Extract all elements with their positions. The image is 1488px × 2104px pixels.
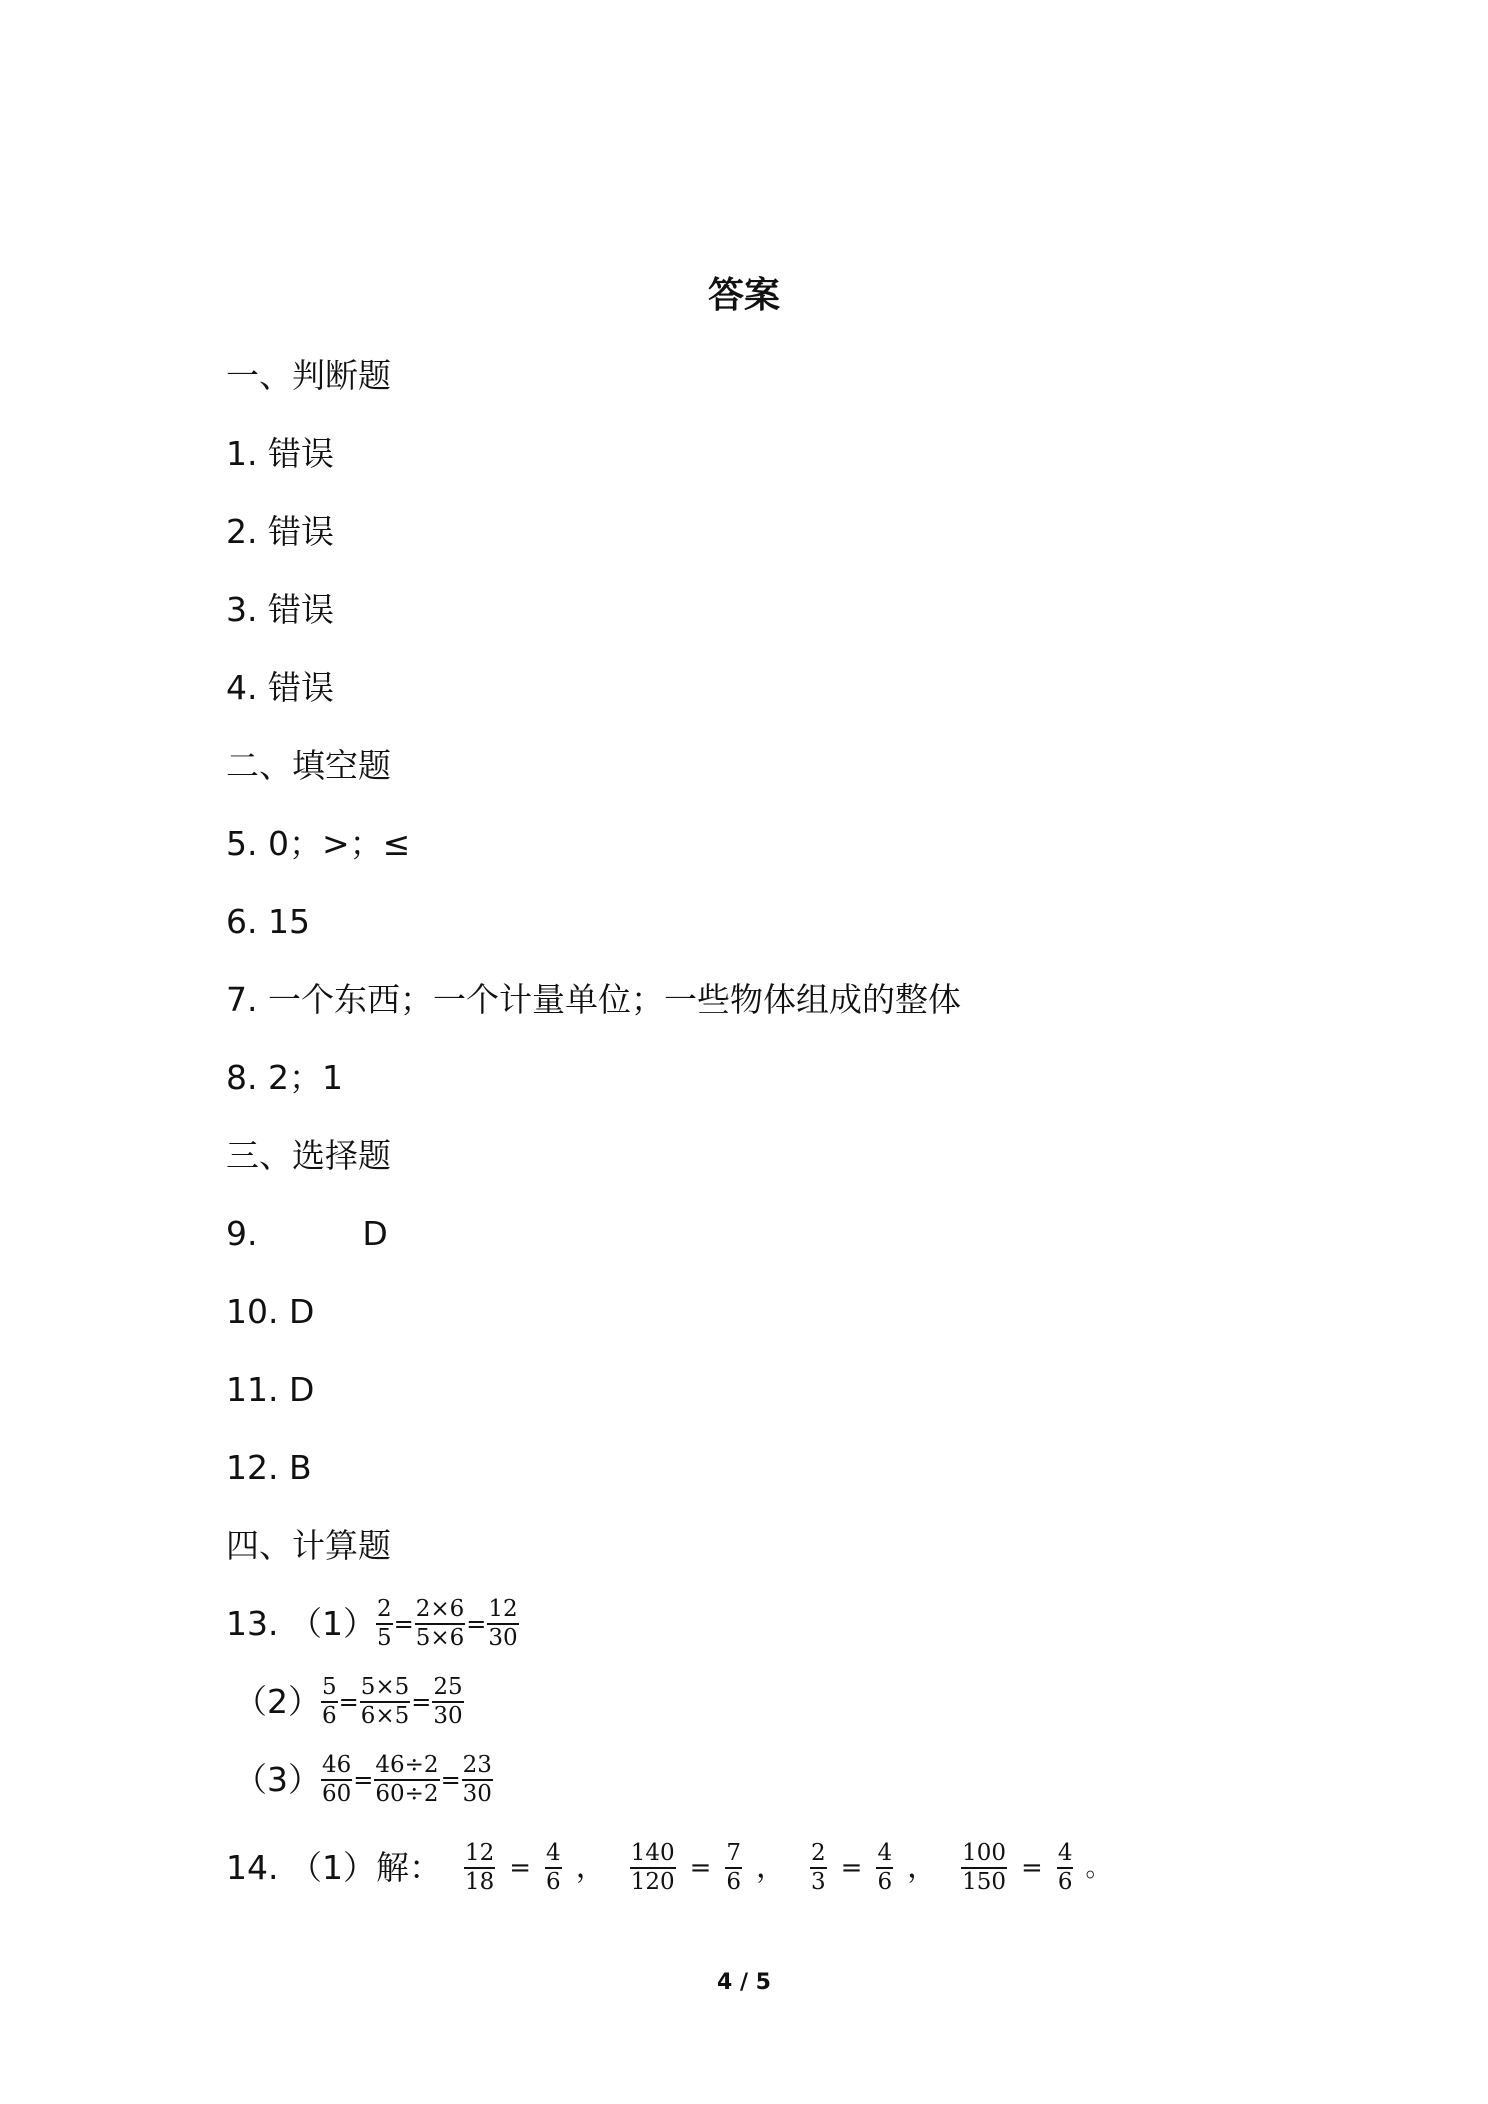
comma: ， [756,1850,787,1885]
section-heading-choice: 三、选择题 [226,1136,391,1175]
section-heading-calculation: 四、计算题 [226,1526,391,1565]
fraction: $\frac{2}{5}$ [376,1596,392,1651]
answer-13-part-1: 13. （1） $\frac{2}{5}$ = $\frac{2\times 6}{5\times 6}$ = $\frac{12}{30}$ [226,1596,518,1651]
answer-14-prefix: 14. （1）解： [226,1848,442,1887]
answer-6: 6. 15 [226,902,310,941]
answer-5: 5. 0；>；≤ [226,824,411,863]
fraction: $\frac{4}{6}$ [877,1840,893,1895]
section-heading-fill-in: 二、填空题 [226,746,391,785]
fraction: $\frac{2}{3}$ [811,1840,826,1895]
answer-7: 7. 一个东西；一个计量单位；一些物体组成的整体 [226,980,961,1019]
part-label: （3） [234,1760,321,1799]
fraction: $\frac{5}{6}$ [322,1674,337,1729]
fraction: $\frac{4}{6}$ [1057,1840,1073,1895]
answer-4: 4. 错误 [226,668,334,707]
answer-2: 2. 错误 [226,512,334,551]
fraction: $\frac{140}{120}$ [630,1840,675,1895]
answer-8: 8. 2；1 [226,1058,343,1097]
fraction: $\frac{23}{30}$ [462,1752,492,1807]
fraction: $\frac{7}{6}$ [726,1840,742,1895]
answer-9: 9. D [226,1214,388,1253]
fraction: $\frac{46}{60}$ [322,1752,352,1807]
fraction: $\frac{5\times 5}{6\times 5}$ [360,1674,410,1729]
comma: ， [575,1850,606,1885]
page-number: 4 / 5 [717,1970,771,1995]
fraction: $\frac{25}{30}$ [433,1674,463,1729]
answer-13-part-3: （3） $\frac{46}{60}$ = $\frac{46\div 2}{60\div 2}$ = $\frac{23}{30}$ [234,1752,492,1807]
fraction: $\frac{4}{6}$ [546,1840,561,1895]
period: 。 [1085,1853,1112,1883]
fraction: $\frac{12}{18}$ [464,1840,495,1895]
answer-11: 11. D [226,1370,315,1409]
section-heading-judgement: 一、判断题 [226,356,391,395]
answer-13-prefix: 13. （1） [226,1604,376,1643]
fraction: $\frac{46\div 2}{60\div 2}$ [375,1752,439,1807]
answer-10: 10. D [226,1292,315,1331]
answer-13-part-2: （2） $\frac{5}{6}$ = $\frac{5\times 5}{6\times 5}$ = $\frac{25}{30}$ [234,1674,463,1729]
part-label: （2） [234,1682,321,1721]
answer-12: 12. B [226,1448,312,1487]
answer-3: 3. 错误 [226,590,334,629]
fraction: $\frac{2\times 6}{5\times 6}$ [415,1596,465,1651]
fraction: $\frac{12}{30}$ [488,1596,518,1651]
answer-1: 1. 错误 [226,434,334,473]
comma: ， [907,1850,938,1885]
page-title: 答案 [707,275,780,316]
answer-14-part-1: 14. （1）解： $\frac{12}{18}$ = $\frac{4}{6}$ ， $\frac{140}{120}$ = $\frac{7}{6}$ ， $\frac{2}{3}$ = $\frac{4}{6}$ ， $\frac{100}{150}$ = $\frac{4}{6}$ 。 [226,1840,1112,1895]
fraction: $\frac{100}{150}$ [962,1840,1007,1895]
